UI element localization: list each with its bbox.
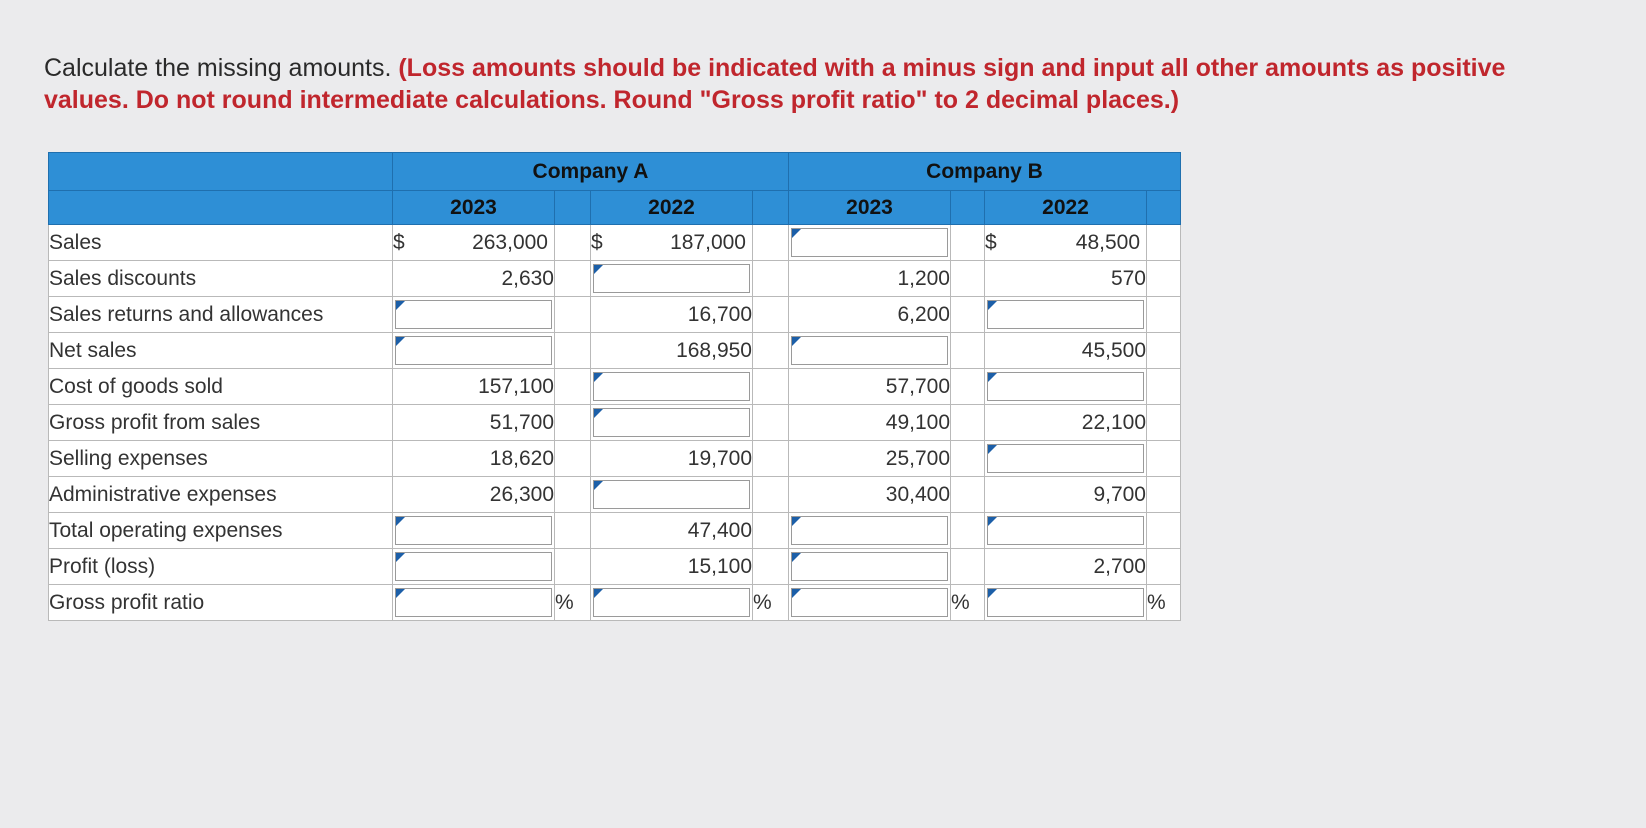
spacer [951,369,985,405]
answer-input[interactable] [988,445,1143,472]
spacer [753,261,789,297]
answer-input[interactable] [988,517,1143,544]
row-label: Administrative expenses [49,477,393,513]
cell-b-2023: 57,700 [789,369,951,405]
cell-a-2023 [393,225,555,261]
cell-b-2023: 1,200 [789,261,951,297]
cell-b-2022: 45,500 [985,333,1147,369]
spacer [753,477,789,513]
company-a-header: Company A [393,153,789,191]
cell-b-2022: 2,700 [985,549,1147,585]
spacer [1147,513,1181,549]
answer-input[interactable] [594,589,749,616]
spacer [951,225,985,261]
cell-b-2022[interactable] [985,297,1147,333]
spacer [1147,225,1181,261]
answer-input[interactable] [594,265,749,292]
percent-sign: % [753,585,789,621]
percent-sign: % [1147,585,1181,621]
answer-input[interactable] [792,553,947,580]
spacer [555,369,591,405]
currency-symbol: $ [985,230,997,254]
cell-a-2022: 168,950 [591,333,753,369]
instructions-emphasis: (Loss amounts should be indicated with a minus sign and input all other amounts as positive values. Do not round intermediate calculations. Round "Gross profit ratio" to 2 decimal places.) [44,54,1506,114]
percent-sign: % [555,585,591,621]
cell-a-2023[interactable] [393,549,555,585]
cell-a-2023[interactable] [393,585,555,621]
year-a-2022: 2022 [591,191,753,225]
spacer [1147,441,1181,477]
answer-input[interactable] [594,409,749,436]
year-b-2023: 2023 [789,191,951,225]
table-row-gp-ratio [49,585,1181,621]
row-label: Gross profit from sales [49,405,393,441]
cell-b-2023[interactable] [789,333,951,369]
currency-symbol: $ [591,230,603,254]
year-header-row [49,191,1181,225]
cell-b-2022: 9,700 [985,477,1147,513]
cell-b-2023: 25,700 [789,441,951,477]
answer-input[interactable] [396,589,551,616]
instructions [44,52,1584,116]
table-row-returns [49,297,1181,333]
currency-symbol: $ [393,230,405,254]
header-blank-2 [49,191,393,225]
cell-a-2023[interactable] [393,333,555,369]
cell-value: 48,500 [1075,230,1140,254]
cell-a-2023: 51,700 [393,405,555,441]
spacer [753,369,789,405]
row-label: Gross profit ratio [49,585,393,621]
cell-b-2023[interactable] [789,585,951,621]
row-label: Sales [49,225,393,261]
cell-a-2022: 16,700 [591,297,753,333]
row-label: Total operating expenses [49,513,393,549]
spacer [951,441,985,477]
header-spacer [951,191,985,225]
cell-b-2023: 30,400 [789,477,951,513]
answer-input[interactable] [988,301,1143,328]
cell-b-2023[interactable] [789,225,951,261]
cell-b-2022 [985,225,1147,261]
table-row-admin [49,477,1181,513]
table-row-cogs [49,369,1181,405]
answer-input[interactable] [396,517,551,544]
row-label: Sales returns and allowances [49,297,393,333]
spacer [951,297,985,333]
answer-input[interactable] [988,589,1143,616]
spacer [951,549,985,585]
company-header-row [49,153,1181,191]
spacer [753,405,789,441]
cell-b-2023[interactable] [789,513,951,549]
spacer [1147,369,1181,405]
spacer [555,225,591,261]
cell-a-2023: 157,100 [393,369,555,405]
row-label: Cost of goods sold [49,369,393,405]
table-row-gross-profit [49,405,1181,441]
spacer [753,513,789,549]
spacer [1147,549,1181,585]
row-label: Net sales [49,333,393,369]
table-row-selling [49,441,1181,477]
cell-value: 263,000 [472,230,548,254]
spacer [951,333,985,369]
cell-a-2023: 26,300 [393,477,555,513]
spacer [753,441,789,477]
cell-a-2022: 19,700 [591,441,753,477]
cell-a-2022 [591,225,753,261]
cell-b-2023[interactable] [789,549,951,585]
answer-input[interactable] [988,373,1143,400]
spacer [753,549,789,585]
cell-b-2023: 49,100 [789,405,951,441]
cell-a-2022[interactable] [591,261,753,297]
table-row-net-sales [49,333,1181,369]
answer-input[interactable] [594,481,749,508]
cell-value: 187,000 [670,230,746,254]
percent-sign: % [951,585,985,621]
answer-input[interactable] [396,337,551,364]
cell-b-2022: 22,100 [985,405,1147,441]
row-label: Selling expenses [49,441,393,477]
spacer [951,261,985,297]
spacer [555,297,591,333]
spacer [1147,333,1181,369]
answer-input[interactable] [396,301,551,328]
answer-input[interactable] [792,517,947,544]
cell-a-2023[interactable] [393,297,555,333]
instructions-lead: Calculate the missing amounts. [44,54,392,82]
header-spacer [1147,191,1181,225]
spacer [555,513,591,549]
answer-input[interactable] [396,553,551,580]
spacer [951,477,985,513]
header-spacer [555,191,591,225]
cell-b-2022: 570 [985,261,1147,297]
cell-b-2022[interactable] [985,513,1147,549]
company-b-header: Company B [789,153,1181,191]
spacer [753,225,789,261]
cell-b-2022[interactable] [985,369,1147,405]
spacer [555,549,591,585]
spacer [1147,405,1181,441]
spacer [1147,297,1181,333]
income-statement-table [48,152,1181,621]
cell-a-2022[interactable] [591,477,753,513]
cell-a-2022: 47,400 [591,513,753,549]
spacer [753,297,789,333]
table-row-total-opex [49,513,1181,549]
table-row-sales-discounts [49,261,1181,297]
cell-a-2023[interactable] [393,513,555,549]
cell-b-2023: 6,200 [789,297,951,333]
spacer [951,405,985,441]
answer-input[interactable] [792,229,947,256]
spacer [1147,261,1181,297]
spacer [951,513,985,549]
spacer [555,441,591,477]
cell-b-2022[interactable] [985,585,1147,621]
cell-a-2023: 2,630 [393,261,555,297]
cell-a-2022[interactable] [591,585,753,621]
table-row-profit [49,549,1181,585]
spacer [555,261,591,297]
header-blank [49,153,393,191]
cell-a-2023: 18,620 [393,441,555,477]
spacer [753,333,789,369]
year-b-2022: 2022 [985,191,1147,225]
spacer [555,333,591,369]
table-row-sales [49,225,1181,261]
spacer [555,477,591,513]
row-label: Sales discounts [49,261,393,297]
cell-a-2022: 15,100 [591,549,753,585]
cell-a-2022[interactable] [591,369,753,405]
answer-input[interactable] [792,337,947,364]
answer-input[interactable] [792,589,947,616]
row-label: Profit (loss) [49,549,393,585]
spacer [555,405,591,441]
header-spacer [753,191,789,225]
year-a-2023: 2023 [393,191,555,225]
spacer [1147,477,1181,513]
answer-input[interactable] [594,373,749,400]
cell-a-2022[interactable] [591,405,753,441]
cell-b-2022[interactable] [985,441,1147,477]
